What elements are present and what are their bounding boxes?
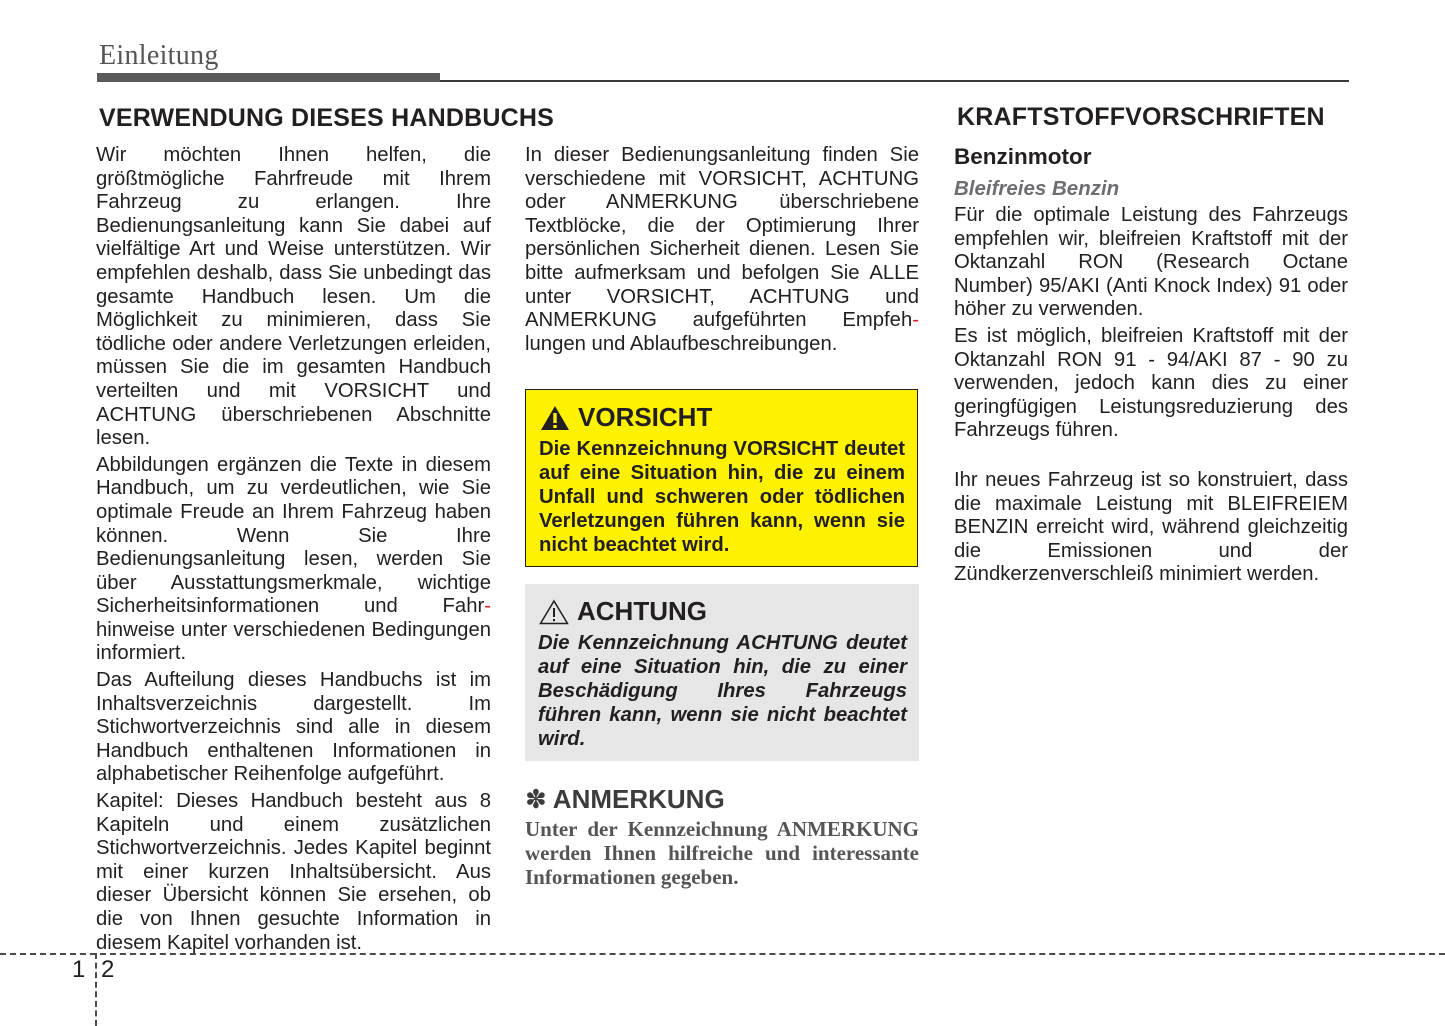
warning-header (540, 402, 712, 433)
subheading-unleaded-fuel: Bleifreies Benzin (954, 177, 1120, 200)
right-column (954, 204, 1348, 590)
right-paragraph-3: Ihr neues Fahrzeug ist so konstruiert, dass die maximale Leistung mit BLEIFREIEM BENZIN erreicht wird, während gleichzeitig die Emissionen und der Zündkerzenverschleiß minimiert werden. (954, 468, 1348, 586)
caution-triangle-icon (539, 599, 569, 625)
section-heading-manual: VERWENDUNG DIESES HANDBUCHS (99, 104, 554, 132)
right-paragraph-2: Es ist möglich, bleifreien Kraftstoff mit der Oktanzahl RON 91 - 94/AKI 87 - 90 zu verwenden, jedoch kann dies zu einer geringfügigen Leistungsreduzierung des Fahrzeugs führen. (954, 324, 1348, 442)
middle-paragraph-1-part-2: lungen und Ablaufbeschreibungen. (525, 332, 838, 355)
footer-page-divider (95, 953, 97, 1026)
left-column (96, 144, 491, 958)
page-number: 2 (101, 956, 115, 983)
caution-header (539, 596, 707, 627)
caution-text: Die Kennzeichnung ACHTUNG deutet auf eine Situation hin, die zu einer Beschädigung Ihres Fahrzeugs führen kann, wenn sie nicht beachtet wird. (538, 632, 907, 750)
caution-title: ACHTUNG (577, 596, 707, 626)
middle-paragraph-1 (525, 144, 919, 356)
note-symbol-icon: ✽ (525, 784, 547, 814)
warning-triangle-icon (540, 405, 570, 431)
left-paragraph-2-part-2: hinweise unter verschiedenen Bedingungen informiert. (96, 618, 491, 665)
section-heading-fuel: KRAFTSTOFFVORSCHRIFTEN (957, 103, 1325, 131)
hyphen-mark: - (912, 309, 919, 332)
hyphen-mark: - (484, 595, 491, 618)
note-title: ANMERKUNG (552, 784, 725, 814)
note-header (525, 784, 725, 815)
middle-paragraph-1-part-1: In dieser Bedienungsanleitung finden Sie verschiedene mit VORSICHT, ACHTUNG oder ANMERKUNG überschriebene Textblöcke, die der Optimierung Ihrer persönlichen Sicherheit dienen. Lesen Sie bitte aufmerksam und befolgen Sie ALLE unter VORSICHT, ACHTUNG und ANMERKUNG aufgeführten Empfeh (525, 144, 919, 332)
note-text: Unter der Kennzeichnung ANMERKUNG werden Ihnen hilfreiche und interessante Informationen gegeben. (525, 817, 919, 889)
left-paragraph-4: Kapitel: Dieses Handbuch besteht aus 8 Kapiteln und einem zusätzlichen Stichwortverzeichnis. Jedes Kapitel beginnt mit einer kurzen Inhaltsübersicht. Aus dieser Übersicht können Sie ersehen, ob die von Ihnen gesuchte Information in diesem Kapitel vorhanden ist. (96, 790, 491, 954)
header-rule-thin (440, 80, 1349, 82)
chapter-number: 1 (72, 956, 86, 983)
right-paragraph-1: Für die optimale Leistung des Fahrzeugs empfehlen wir, bleifreien Kraftstoff mit der Oktanzahl RON (Research Octane Number) 95/AKI (Anti Knock Index) 91 oder höher zu verwenden. (954, 204, 1348, 321)
left-paragraph-1: Wir möchten Ihnen helfen, die größtmögliche Fahrfreude mit Ihrem Fahrzeug zu erlangen. Ihre Bedienungsanleitung kann Sie dabei auf vielfältige Art und Weise unterstützen. Wir empfehlen deshalb, dass Sie unbedingt das gesamte Handbuch lesen. Um die Möglichkeit zu minimieren, dass Sie tödliche oder andere Verletzungen erleiden, müssen Sie die im gesamten Handbuch verteilten und mit VORSICHT und ACHTUNG überschriebenen Abschnitte lesen. (96, 144, 491, 450)
caution-box (525, 584, 919, 761)
header-rule-thick (97, 73, 440, 82)
warning-title: VORSICHT (578, 402, 713, 432)
warning-box (525, 389, 918, 567)
left-paragraph-2-part-1: Abbildungen ergänzen die Texte in diesem Handbuch, um zu verdeutlichen, wie Sie optimale Freude an Ihrem Fahrzeug haben können. Wenn Sie Ihre Bedienungsanleitung lesen, werden Sie über Ausstattungsmerkmale, wichtige Sicherheitsinformationen und Fahr (96, 453, 491, 618)
footer-divider (0, 953, 1445, 955)
chapter-title: Einleitung (99, 40, 219, 71)
warning-text: Die Kennzeichnung VORSICHT deutet auf eine Situation hin, die zu einem Unfall und schweren oder tödlichen Verletzungen führen kann, wenn sie nicht beachtet wird. (539, 438, 905, 556)
left-paragraph-3: Das Aufteilung dieses Handbuchs ist im Inhaltsverzeichnis dargestellt. Im Stichwortverzeichnis sind alle in diesem Handbuch enthaltenen Informationen in alphabetischer Reihenfolge aufgeführt. (96, 669, 491, 786)
left-paragraph-2 (96, 454, 491, 666)
subheading-gasoline-engine: Benzinmotor (954, 144, 1092, 169)
middle-column (525, 144, 919, 359)
